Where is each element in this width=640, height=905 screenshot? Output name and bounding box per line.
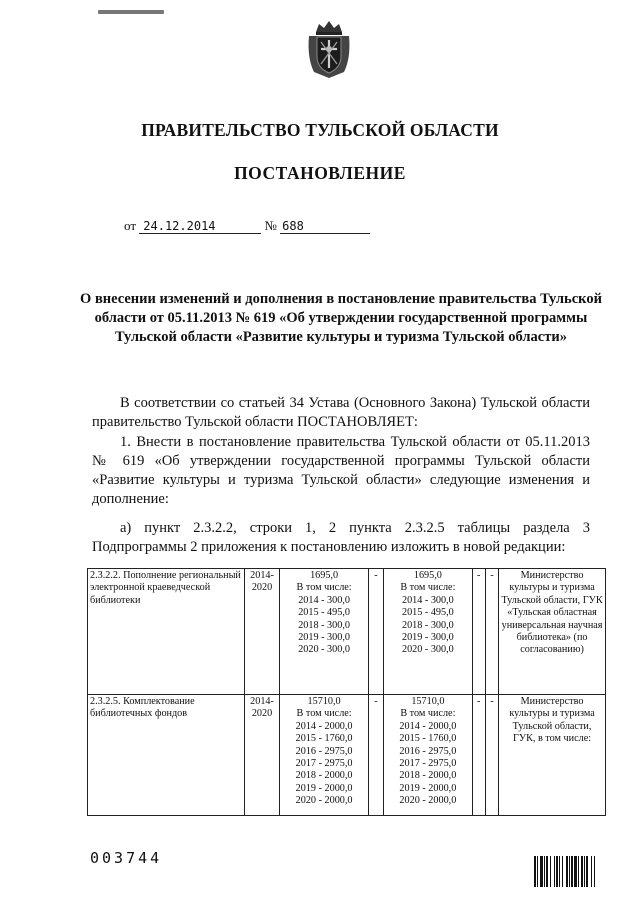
document-date: 24.12.2014 <box>139 220 261 234</box>
cell-period: 2014-2020 <box>244 569 280 695</box>
cell-line: 2014 - 300,0 <box>401 594 454 606</box>
tula-coat-of-arms-icon <box>306 18 352 80</box>
barcode-bar <box>540 856 543 887</box>
cell-line: 15710,0 <box>307 696 341 707</box>
cell-line: 2016 - 2975,0 <box>399 745 457 757</box>
cell-line: 2016 - 2975,0 <box>295 745 353 757</box>
paragraph-preamble: В соответствии со статьей 34 Устава (Основного Закона) Тульской области правительство Тульской области ПОСТАНОВЛЯЕТ: <box>92 395 590 430</box>
serial-number: 003744 <box>90 849 163 867</box>
barcode-bar <box>562 856 563 887</box>
cell-line: 1695,0 <box>413 570 442 581</box>
cell-line: 2019 - 300,0 <box>401 632 454 644</box>
document-subject: О внесении изменений и дополнения в постановление правительства Тульской области от 05.11.2013 № 619 «Об утверждении государственной программы Тульской области «Развитие культуры и туризма Тульской области» <box>80 291 602 345</box>
cell-dash: - <box>472 569 485 695</box>
barcode-bar <box>586 856 588 887</box>
cell-line: 2020 - 2000,0 <box>295 795 353 807</box>
number-label: № <box>264 218 277 233</box>
cell-regional <box>384 695 473 816</box>
document-type: ПОСТАНОВЛЕНИЕ <box>234 163 406 183</box>
cell-dash: - <box>485 695 498 816</box>
cell-line: В том числе: <box>296 708 352 720</box>
barcode-bar <box>559 856 560 887</box>
cell-line: В том числе: <box>296 582 352 594</box>
barcode-bar <box>591 856 592 887</box>
cell-line: 2019 - 300,0 <box>298 632 350 644</box>
cell-line: 15710,0 <box>411 696 445 707</box>
cell-dash: - <box>368 695 383 816</box>
cell-line: 2018 - 2000,0 <box>399 770 457 782</box>
cell-line: 2015 - 495,0 <box>298 607 350 619</box>
cell-period: 2014-2020 <box>244 695 280 816</box>
cell-dash: - <box>485 569 498 695</box>
barcode-bar <box>584 856 585 887</box>
cell-line: 2020 - 2000,0 <box>399 795 457 807</box>
cell-line: 1695,0 <box>310 570 339 581</box>
cell-total <box>280 569 369 695</box>
table-row <box>88 695 606 816</box>
cell-line: 2017 - 2975,0 <box>295 758 353 770</box>
cell-dash: - <box>368 569 383 695</box>
barcode-bar <box>594 856 595 887</box>
cell-line: 2019 - 2000,0 <box>399 782 457 794</box>
cell-line: 2014 - 2000,0 <box>295 720 353 732</box>
barcode-icon <box>534 856 620 887</box>
cell-line: 2020 - 300,0 <box>401 644 454 656</box>
barcode-bar <box>574 856 577 887</box>
barcode-bar <box>569 856 570 887</box>
program-table <box>87 568 606 816</box>
paragraph-item-1: 1. Внести в постановление правительства Тульской области от 05.11.2013 № 619 «Об утверждении государственной программы Тульской области «Развитие культуры и туризма Тульской области» следующие изменения и дополнение: <box>92 434 590 507</box>
date-label: от <box>124 218 137 233</box>
document-number: 688 <box>280 220 370 234</box>
cell-name: 2.3.2.5. Комплектование библиотечных фондов <box>88 695 245 816</box>
cell-total <box>280 695 369 816</box>
cell-line: В том числе: <box>400 582 456 594</box>
cell-line: 2019 - 2000,0 <box>295 782 353 794</box>
barcode-bar <box>546 856 548 887</box>
cell-line: 2018 - 300,0 <box>401 619 454 631</box>
barcode-bar <box>554 856 555 887</box>
barcode-bar <box>550 856 551 887</box>
cell-line: 2020 - 300,0 <box>298 644 350 656</box>
barcode-bar <box>566 856 568 887</box>
barcode-bar <box>578 856 579 887</box>
cell-line: 2014 - 300,0 <box>298 594 350 606</box>
cell-line: 2015 - 1760,0 <box>399 733 457 745</box>
barcode-bar <box>544 856 545 887</box>
cell-executor: Министерство культуры и туризма Тульской области, ГУК, в том числе: <box>499 695 606 816</box>
cell-regional <box>384 569 473 695</box>
barcode-bar <box>556 856 558 887</box>
date-number-line <box>124 218 370 234</box>
cell-line: 2014 - 2000,0 <box>399 720 457 732</box>
table-row <box>88 569 606 695</box>
cell-line: 2015 - 495,0 <box>401 607 454 619</box>
paragraph-item-a: а) пункт 2.3.2.2, строки 1, 2 пункта 2.3.2.5 таблицы раздела 3 Подпрограммы 2 приложения к постановлению изложить в новой редакции: <box>92 520 590 555</box>
barcode-bar <box>581 856 583 887</box>
government-title: ПРАВИТЕЛЬСТВО ТУЛЬСКОЙ ОБЛАСТИ <box>141 120 499 140</box>
cell-line: 2015 - 1760,0 <box>295 733 353 745</box>
scan-artifact <box>98 10 164 14</box>
cell-name: 2.3.2.2. Пополнение региональный электронной краеведческой библиотеки <box>88 569 245 695</box>
cell-line: 2017 - 2975,0 <box>399 758 457 770</box>
cell-executor: Министерство культуры и туризма Тульской области, ГУК «Тульская областная универсальная научная библиотека» (по согласованию) <box>499 569 606 695</box>
cell-line: 2018 - 300,0 <box>298 619 350 631</box>
cell-dash: - <box>472 695 485 816</box>
barcode-bar <box>534 856 536 887</box>
cell-line: В том числе: <box>400 708 456 720</box>
barcode-bar <box>537 856 538 887</box>
barcode-bar <box>571 856 573 887</box>
cell-line: 2018 - 2000,0 <box>295 770 353 782</box>
